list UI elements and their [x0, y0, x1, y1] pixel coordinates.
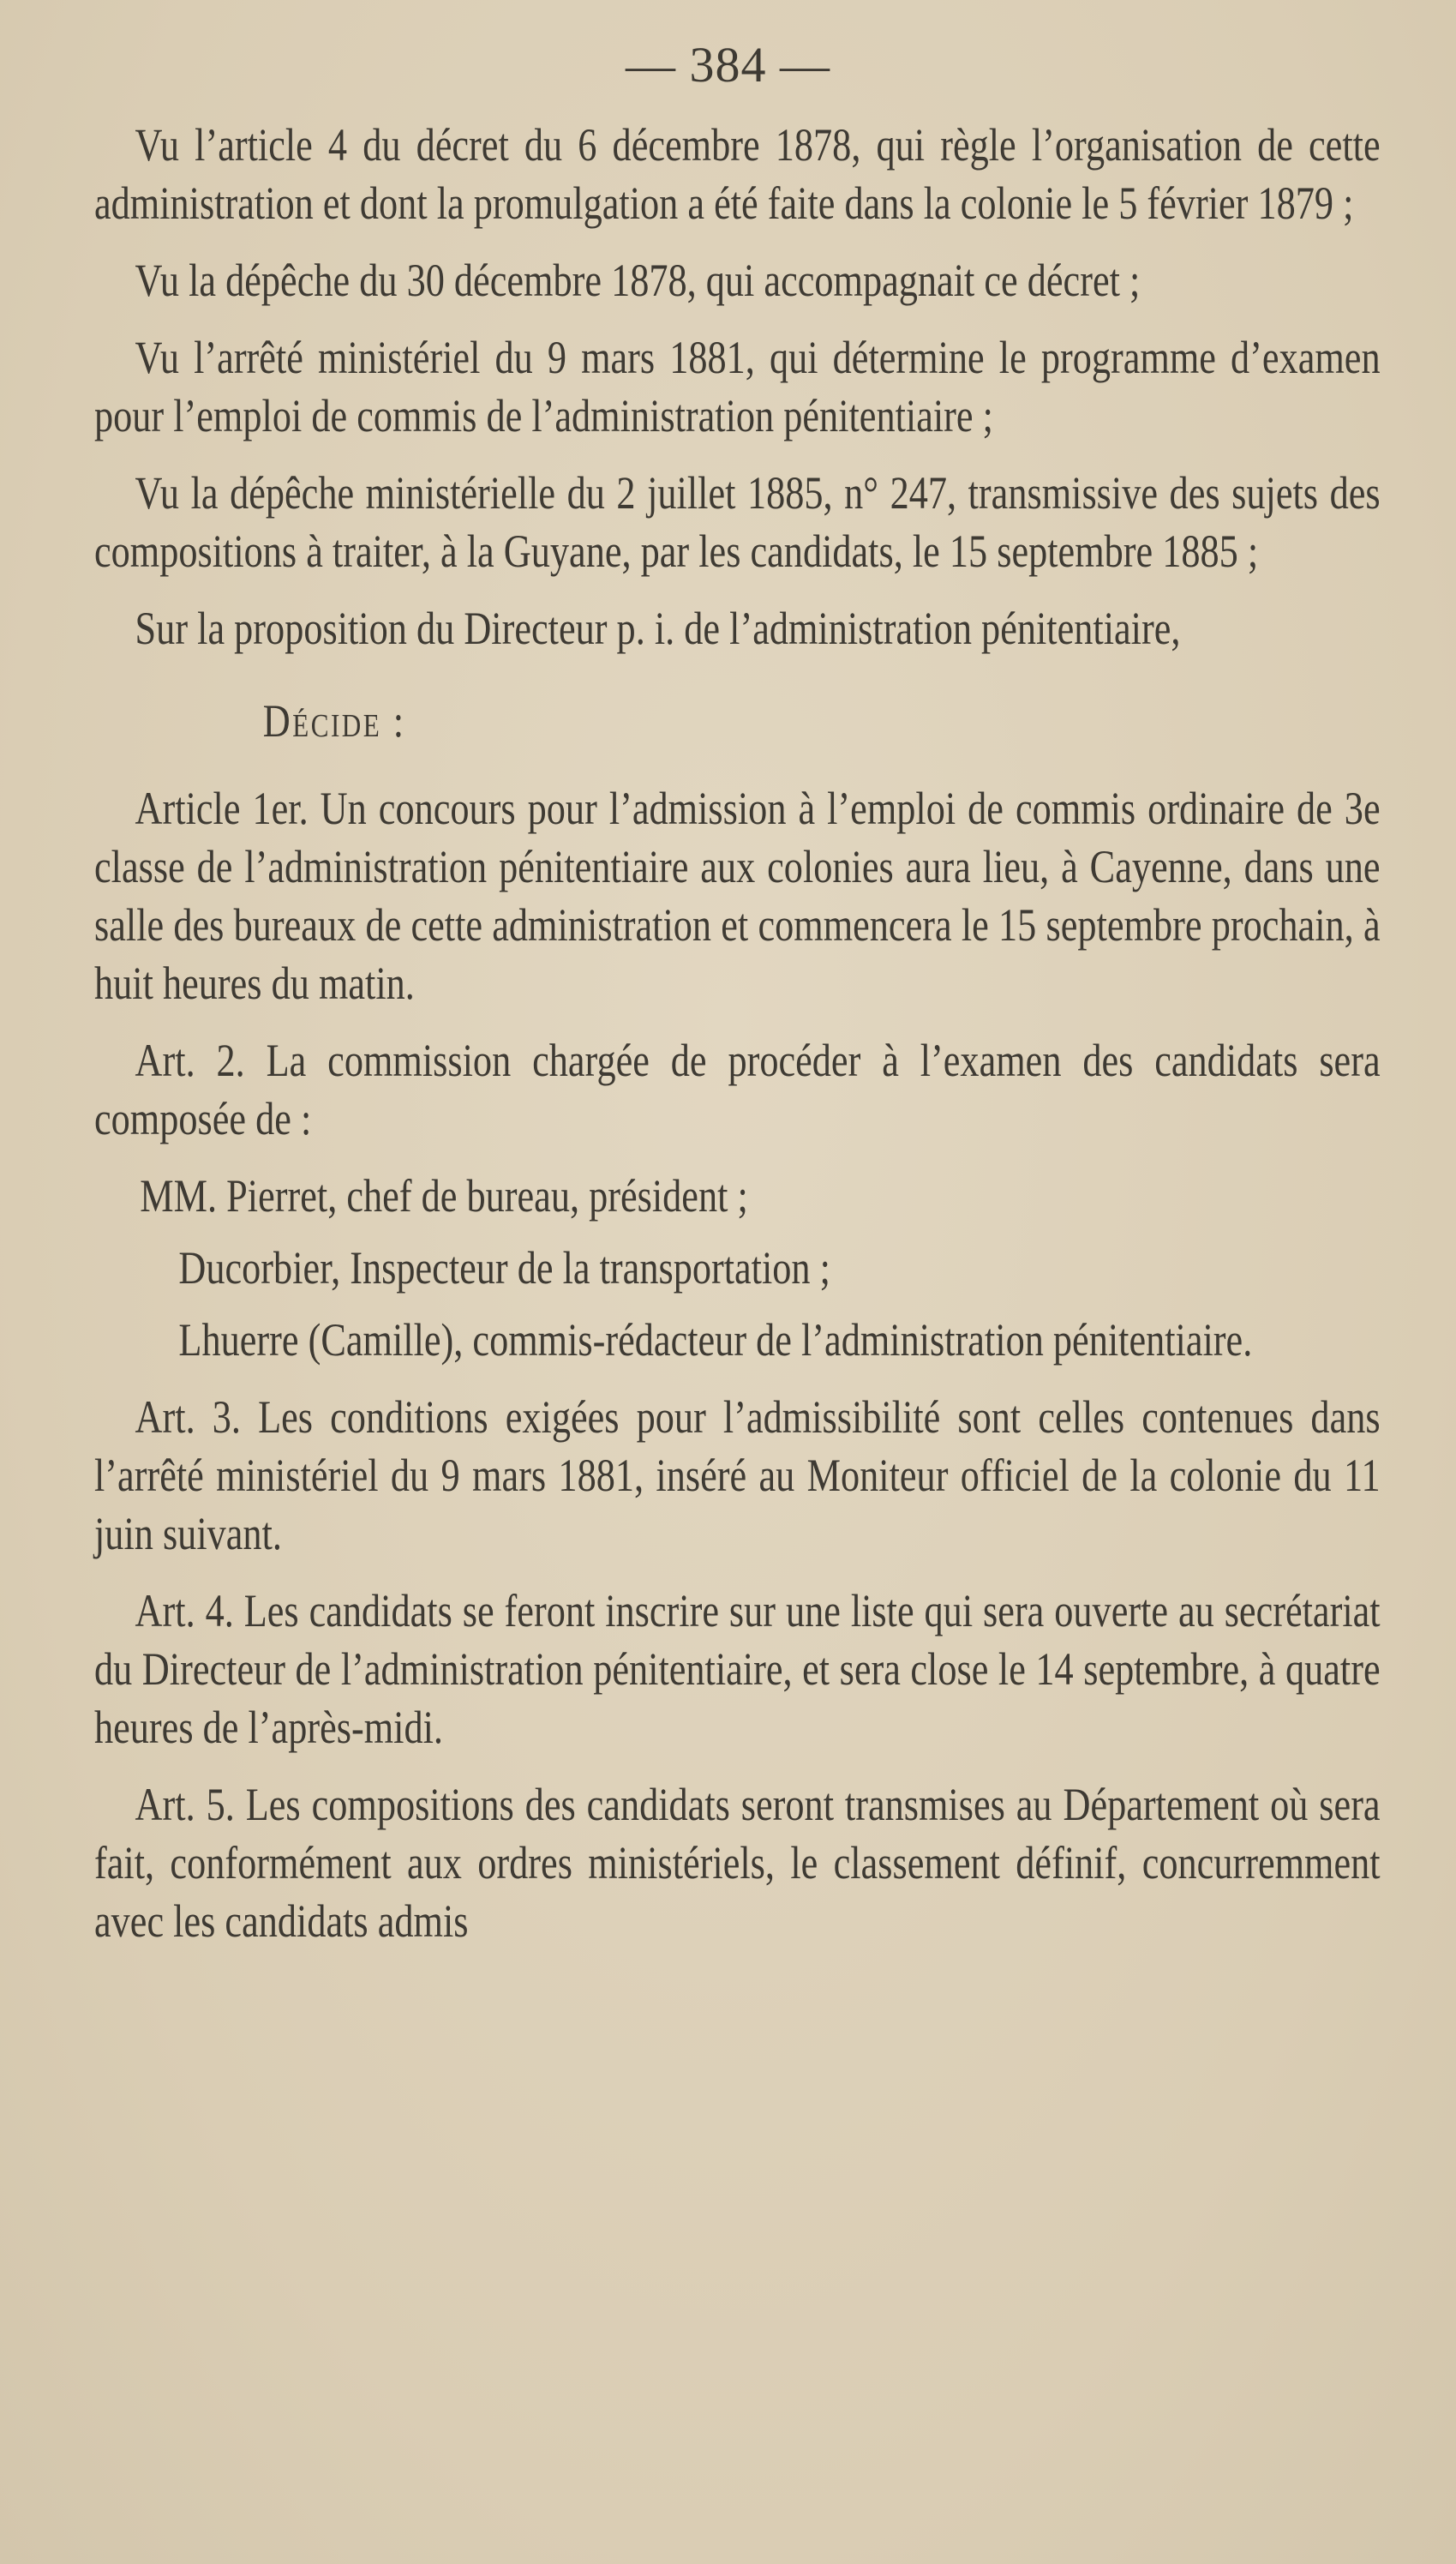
page-number: — 384 — [626, 37, 830, 93]
paragraph-vu-arrete-1881: Vu l’arrêté ministériel du 9 mars 1881, qui détermine le programme d’examen pour l’emploi de commis de l’administration pénitentiaire ; [94, 332, 1381, 441]
article-3: Art. 3. Les conditions exigées pour l’admissibilité sont celles contenues dans l’arrêté ministériel du 9 mars 1881, inséré au Moniteur officiel de la colonie du 11 juin suivant. [94, 1391, 1381, 1559]
document-body [94, 116, 1381, 1969]
article-1: Article 1er. Un concours pour l’admission à l’emploi de commis ordinaire de 3e classe de l’administration pénitentiaire aux colonies aura lieu, à Cayenne, dans une salle des bureaux de cette administration et commencera le 15 septembre prochain, à huit heures du matin. [94, 783, 1381, 1009]
member-lhuerre: Lhuerre (Camille), commis-rédacteur de l’administration pénitentiaire. [178, 1314, 1253, 1366]
paragraph-vu-depeche-1878: Vu la dépêche du 30 décembre 1878, qui accompagnait ce décret ; [135, 255, 1141, 306]
article-5: Art. 5. Les compositions des candidats seront transmises au Département où sera fait, conformément aux ordres ministériels, le classement définif, concurremment avec les candidats admis [94, 1779, 1381, 1947]
decision-heading: Décide : [262, 695, 406, 747]
article-2: Art. 2. La commission chargée de procéder à l’examen des candidats sera composée de : [94, 1035, 1381, 1144]
article-4: Art. 4. Les candidats se feront inscrire sur une liste qui sera ouverte au secrétariat du Directeur de l’administration pénitentiaire, et sera close le 14 septembre, à quatre heures de l’après-midi. [94, 1585, 1381, 1753]
member-pierret: MM. Pierret, chef de bureau, président ; [140, 1170, 748, 1222]
paragraph-vu-depeche-1885: Vu la dépêche ministérielle du 2 juillet 1885, n° 247, transmissive des sujets des compositions à traiter, à la Guyane, par les candidats, le 15 septembre 1885 ; [94, 467, 1381, 577]
member-ducorbier: Ducorbier, Inspecteur de la transportation ; [178, 1242, 830, 1294]
paragraph-sur-proposition: Sur la proposition du Directeur p. i. de l’administration pénitentiaire, [135, 603, 1181, 654]
paragraph-vu-article-4: Vu l’article 4 du décret du 6 décembre 1878, qui règle l’organisation de cette administration et dont la promulgation a été faite dans la colonie le 5 février 1879 ; [94, 119, 1381, 229]
